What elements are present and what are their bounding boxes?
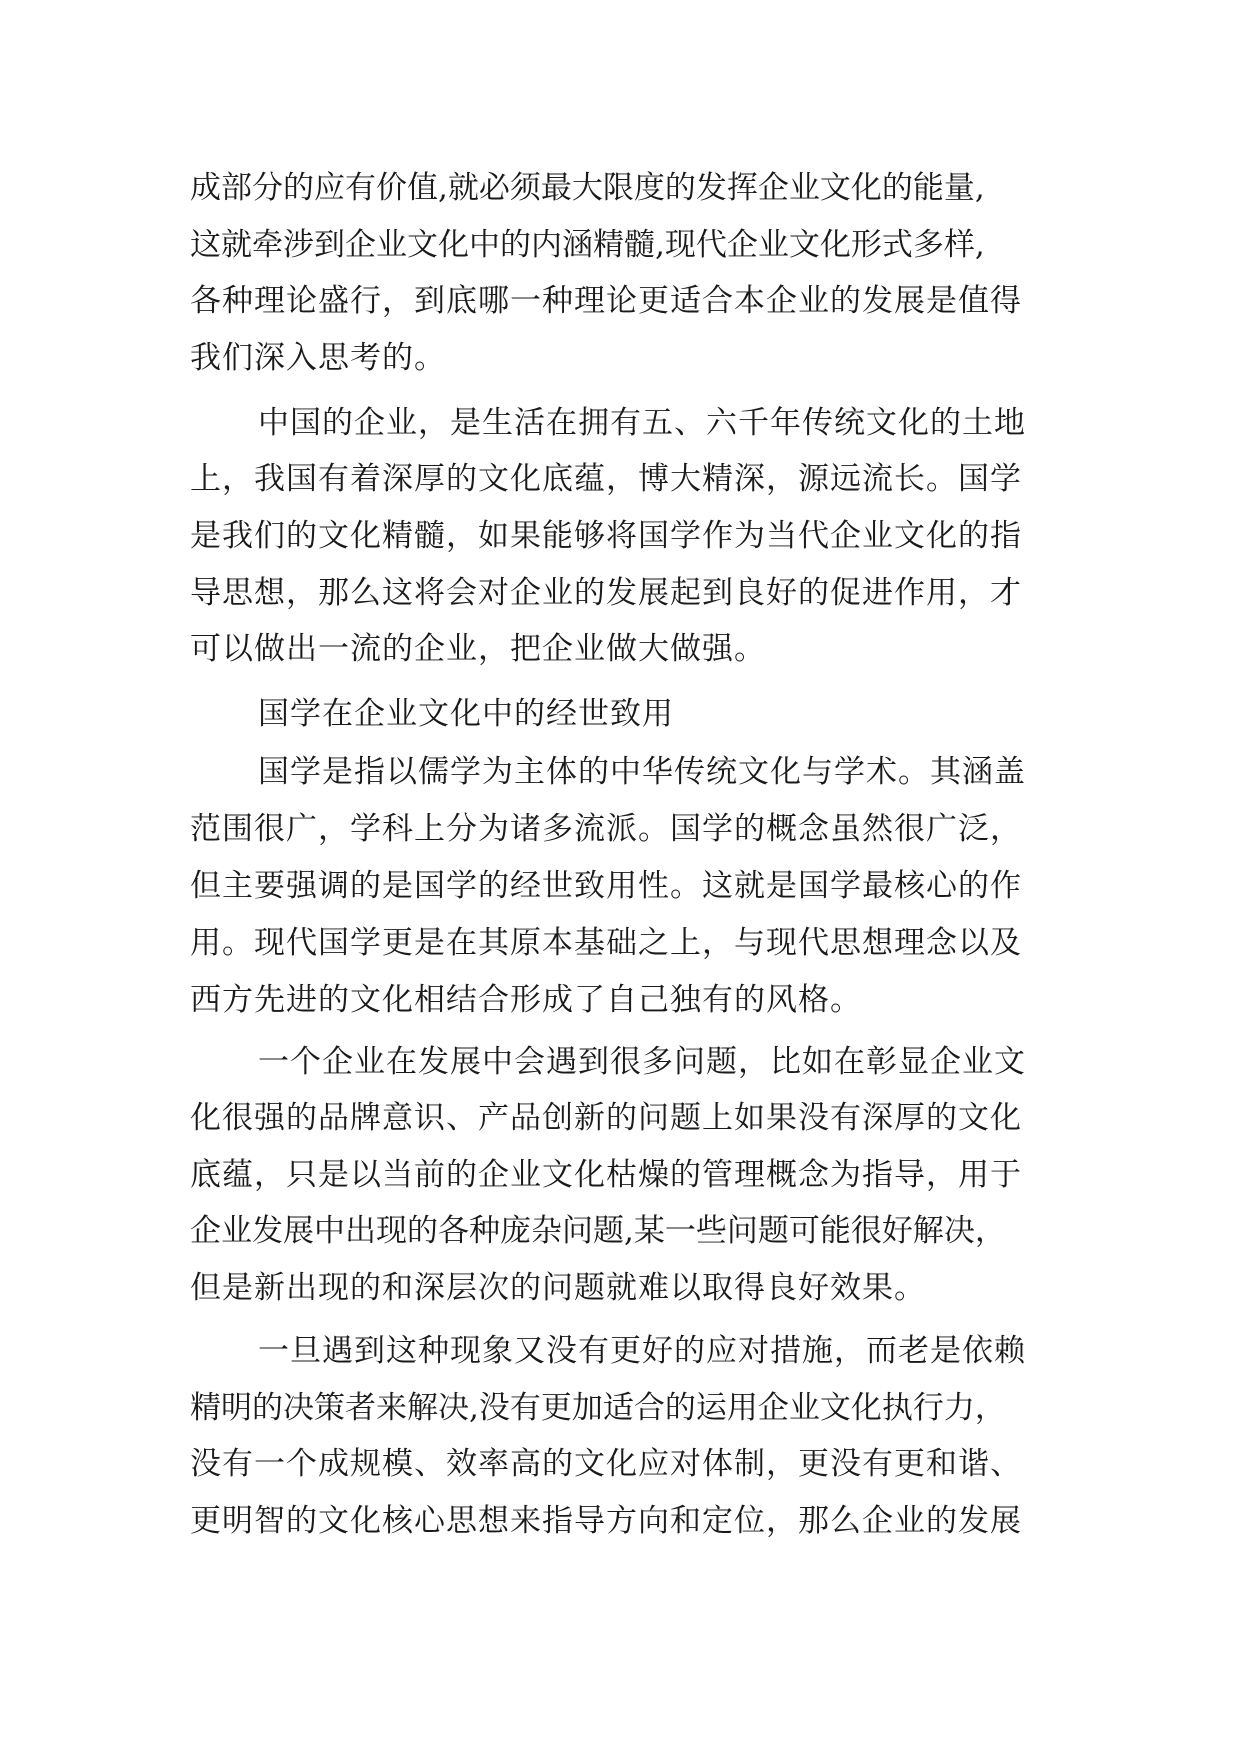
paragraph-first-line: 一个企业在发展中会遇到很多问题，比如在彰显企业文 xyxy=(258,1044,1026,1080)
text-line: 我们深入思考的。 xyxy=(190,340,446,376)
text-line: 企业发展中出现的各种庞杂问题,某一些问题可能很好解决， xyxy=(190,1213,1006,1249)
text-line: 导思想，那么这将会对企业的发展起到良好的促进作用，才 xyxy=(190,575,1022,611)
text-line: 更明智的文化核心思想来指导方向和定位，那么企业的发展 xyxy=(190,1503,1022,1539)
text-line: 没有一个成规模、效率高的文化应对体制，更没有更和谐、 xyxy=(190,1446,1022,1482)
paragraph-first-line: 国学是指以儒学为主体的中华传统文化与学术。其涵盖 xyxy=(258,754,1026,790)
section-heading: 国学在企业文化中的经世致用 xyxy=(258,696,674,732)
text-line: 上，我国有着深厚的文化底蕴，博大精深，源远流长。国学 xyxy=(190,461,1022,497)
text-line: 精明的决策者来解决,没有更加适合的运用企业文化执行力， xyxy=(190,1390,1006,1426)
text-line: 范围很广，学科上分为诸多流派。国学的概念虽然很广泛， xyxy=(190,811,1022,847)
text-line: 成部分的应有价值,就必须最大限度的发挥企业文化的能量, xyxy=(190,170,985,206)
paragraph-first-line: 一旦遇到这种现象又没有更好的应对措施，而老是依赖 xyxy=(258,1333,1026,1369)
text-line: 这就牵涉到企业文化中的内涵精髓,现代企业文化形式多样, xyxy=(190,227,985,263)
text-line: 是我们的文化精髓，如果能够将国学作为当代企业文化的指 xyxy=(190,518,1022,554)
text-line: 西方先进的文化相结合形成了自己独有的风格。 xyxy=(190,982,862,1018)
text-line: 用。现代国学更是在其原本基础之上，与现代思想理念以及 xyxy=(190,925,1022,961)
text-line: 但主要强调的是国学的经世致用性。这就是国学最核心的作 xyxy=(190,868,1022,904)
text-line: 可以做出一流的企业，把企业做大做强。 xyxy=(190,631,766,667)
text-line: 各种理论盛行，到底哪一种理论更适合本企业的发展是值得 xyxy=(190,283,1022,319)
paragraph-first-line: 中国的企业，是生活在拥有五、六千年传统文化的土地 xyxy=(258,405,1026,441)
text-line: 化很强的品牌意识、产品创新的问题上如果没有深厚的文化 xyxy=(190,1100,1022,1136)
text-line: 但是新出现的和深层次的问题就难以取得良好效果。 xyxy=(190,1270,926,1306)
text-line: 底蕴，只是以当前的企业文化枯燥的管理概念为指导，用于 xyxy=(190,1157,1022,1193)
